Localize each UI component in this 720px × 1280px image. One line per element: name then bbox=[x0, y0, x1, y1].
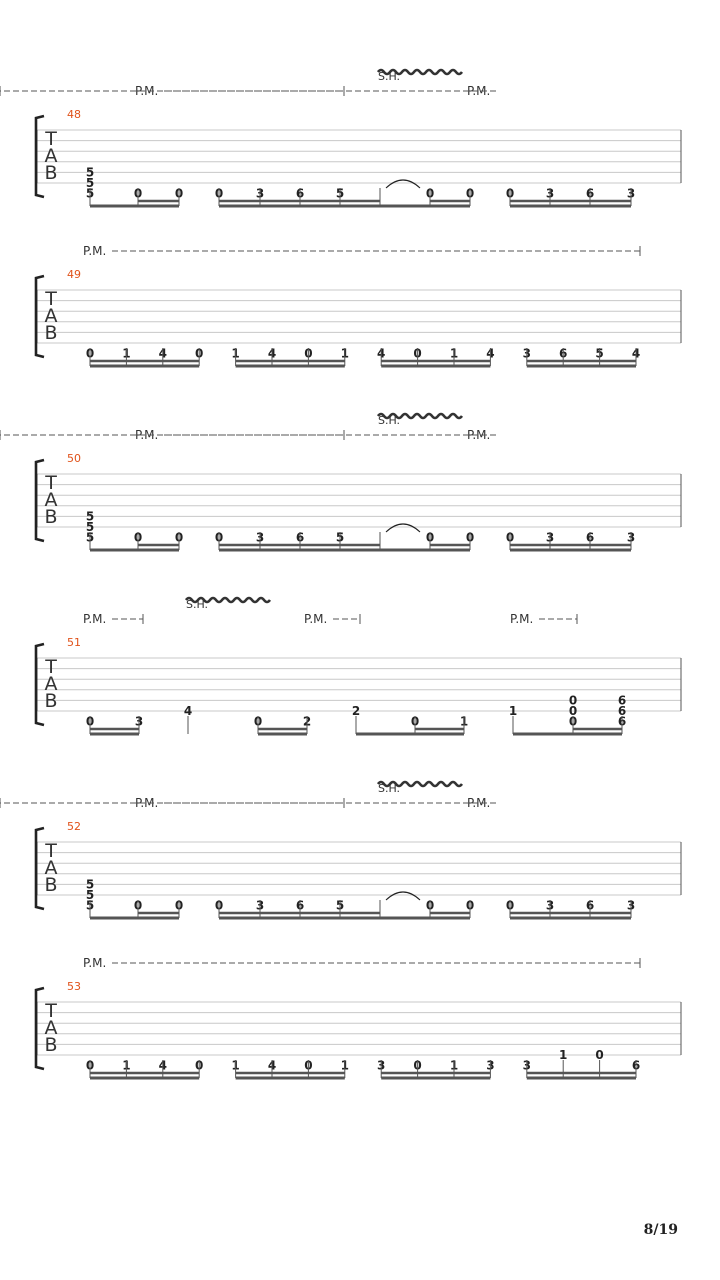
fret-number: 6 bbox=[585, 530, 595, 545]
fret-number: 5 bbox=[595, 346, 604, 361]
fret-number: 0 bbox=[214, 898, 224, 913]
fret-number: 4 bbox=[267, 1058, 277, 1073]
fret-number: 5 bbox=[85, 888, 95, 902]
fret-number: 1 bbox=[231, 346, 240, 361]
palm-mute-label: P.M. bbox=[467, 84, 491, 98]
fret-number: 0 bbox=[85, 346, 95, 361]
fret-number: 3 bbox=[545, 898, 555, 913]
tab-clef-b: B bbox=[44, 322, 58, 344]
fret-number: 3 bbox=[255, 898, 265, 913]
tab-clef-t: T bbox=[45, 840, 57, 862]
measure-number: 52 bbox=[67, 820, 81, 833]
fret-number: 5 bbox=[85, 898, 95, 913]
fret-number: 2 bbox=[351, 704, 361, 718]
fret-number: 0 bbox=[195, 346, 204, 361]
tab-clef-t: T bbox=[45, 288, 57, 310]
fret-number: 2 bbox=[302, 714, 312, 729]
tab-clef-b: B bbox=[44, 1034, 58, 1056]
fret-number: 0 bbox=[465, 530, 475, 545]
fret-number: 0 bbox=[85, 1058, 95, 1073]
fret-number: 0 bbox=[174, 186, 184, 201]
fret-number: 4 bbox=[486, 346, 495, 361]
fret-number: 6 bbox=[295, 898, 305, 913]
tab-clef-a: A bbox=[44, 145, 58, 167]
palm-mute-label: P.M. bbox=[83, 244, 107, 258]
fret-number: 0 bbox=[465, 186, 475, 201]
palm-mute-label: P.M. bbox=[467, 428, 491, 442]
fret-number: 1 bbox=[231, 1058, 240, 1073]
fret-number: 4 bbox=[183, 704, 193, 718]
measure-number: 49 bbox=[67, 268, 81, 281]
fret-number: 0 bbox=[174, 898, 184, 913]
tab-clef-a: A bbox=[44, 673, 58, 695]
fret-number: 4 bbox=[631, 346, 641, 361]
palm-mute-label: P.M. bbox=[135, 428, 159, 442]
fret-number: 0 bbox=[568, 693, 578, 708]
fret-number: 0 bbox=[505, 186, 515, 201]
fret-number: 5 bbox=[335, 186, 345, 201]
fret-number: 0 bbox=[214, 186, 224, 201]
fret-number: 0 bbox=[413, 1058, 422, 1073]
palm-mute-label: P.M. bbox=[83, 612, 107, 626]
fret-number: 4 bbox=[267, 346, 277, 361]
fret-number: 3 bbox=[522, 1058, 531, 1073]
fret-number: 3 bbox=[255, 530, 265, 545]
fret-number: 5 bbox=[85, 509, 95, 524]
fret-number: 5 bbox=[85, 530, 95, 545]
fret-number: 3 bbox=[626, 898, 636, 913]
fret-number: 0 bbox=[410, 714, 420, 729]
fret-number: 3 bbox=[377, 1058, 386, 1073]
palm-mute-label: P.M. bbox=[510, 612, 534, 626]
fret-number: 1 bbox=[508, 704, 518, 718]
fret-number: 1 bbox=[122, 346, 131, 361]
tab-system bbox=[0, 414, 681, 550]
tie-arc bbox=[386, 524, 420, 532]
system-bracket bbox=[36, 988, 44, 1069]
tab-clef-b: B bbox=[44, 162, 58, 184]
measure-number: 51 bbox=[67, 636, 81, 649]
fret-number: 6 bbox=[585, 186, 595, 201]
slide-harmonic-label: S.H. bbox=[378, 414, 401, 427]
tab-clef-a: A bbox=[44, 489, 58, 511]
fret-number: 0 bbox=[425, 898, 435, 913]
fret-number: 0 bbox=[85, 714, 95, 729]
fret-number: 4 bbox=[158, 346, 167, 361]
tie-arc bbox=[386, 180, 420, 188]
fret-number: 3 bbox=[626, 186, 636, 201]
fret-number: 3 bbox=[255, 186, 265, 201]
tab-clef-b: B bbox=[44, 690, 58, 712]
fret-number: 1 bbox=[449, 1058, 459, 1073]
fret-number: 4 bbox=[377, 346, 386, 361]
tab-clef-a: A bbox=[44, 305, 58, 327]
fret-number: 1 bbox=[449, 346, 459, 361]
fret-number: 5 bbox=[85, 520, 95, 534]
system-bracket bbox=[36, 460, 44, 541]
fret-number: 3 bbox=[626, 530, 636, 545]
fret-number: 5 bbox=[85, 186, 95, 201]
tab-clef-t: T bbox=[45, 472, 57, 494]
fret-number: 0 bbox=[505, 530, 515, 545]
fret-number: 0 bbox=[195, 1058, 204, 1073]
tab-system bbox=[0, 782, 681, 918]
fret-number: 1 bbox=[559, 1048, 568, 1062]
fret-number: 6 bbox=[585, 898, 595, 913]
slide-harmonic-label: S.H. bbox=[186, 598, 209, 611]
palm-mute-label: P.M. bbox=[304, 612, 328, 626]
fret-number: 6 bbox=[631, 1058, 641, 1073]
tab-clef-t: T bbox=[45, 128, 57, 150]
fret-number: 0 bbox=[253, 714, 263, 729]
tab-clef-t: T bbox=[45, 656, 57, 678]
fret-number: 1 bbox=[340, 346, 349, 361]
tab-clef-b: B bbox=[44, 506, 58, 528]
fret-number: 0 bbox=[133, 530, 143, 545]
system-bracket bbox=[36, 116, 44, 197]
measure-number: 50 bbox=[67, 452, 81, 465]
fret-number: 6 bbox=[617, 714, 627, 729]
page-number: 8/19 bbox=[643, 1222, 678, 1238]
fret-number: 0 bbox=[568, 714, 578, 729]
fret-number: 1 bbox=[459, 714, 469, 729]
fret-number: 4 bbox=[158, 1058, 167, 1073]
system-bracket bbox=[36, 828, 44, 909]
fret-number: 0 bbox=[133, 898, 143, 913]
fret-number: 0 bbox=[304, 346, 313, 361]
fret-number: 0 bbox=[425, 186, 435, 201]
fret-number: 1 bbox=[340, 1058, 349, 1073]
fret-number: 0 bbox=[568, 704, 578, 718]
palm-mute-label: P.M. bbox=[135, 796, 159, 810]
fret-number: 0 bbox=[505, 898, 515, 913]
measure-number: 53 bbox=[67, 980, 81, 993]
measure-number: 48 bbox=[67, 108, 81, 121]
fret-number: 0 bbox=[214, 530, 224, 545]
palm-mute-label: P.M. bbox=[83, 956, 107, 970]
tie-arc bbox=[386, 892, 420, 900]
slide-harmonic-label: S.H. bbox=[378, 782, 401, 795]
fret-number: 5 bbox=[85, 165, 95, 180]
fret-number: 0 bbox=[425, 530, 435, 545]
fret-number: 0 bbox=[595, 1048, 604, 1062]
tab-system bbox=[36, 244, 681, 366]
fret-number: 6 bbox=[295, 186, 305, 201]
fret-number: 6 bbox=[617, 704, 627, 718]
fret-number: 5 bbox=[85, 877, 95, 892]
tab-system bbox=[36, 598, 681, 734]
palm-mute-label: P.M. bbox=[467, 796, 491, 810]
fret-number: 3 bbox=[545, 530, 555, 545]
tab-clef-t: T bbox=[45, 1000, 57, 1022]
fret-number: 0 bbox=[413, 346, 422, 361]
system-bracket bbox=[36, 644, 44, 725]
fret-number: 0 bbox=[174, 530, 184, 545]
fret-number: 0 bbox=[304, 1058, 313, 1073]
tab-system bbox=[0, 70, 681, 206]
tab-clef-a: A bbox=[44, 857, 58, 879]
fret-number: 3 bbox=[522, 346, 531, 361]
fret-number: 6 bbox=[559, 346, 568, 361]
fret-number: 5 bbox=[85, 176, 95, 190]
fret-number: 1 bbox=[122, 1058, 131, 1073]
fret-number: 0 bbox=[133, 186, 143, 201]
tab-clef-b: B bbox=[44, 874, 58, 896]
fret-number: 3 bbox=[486, 1058, 495, 1073]
palm-mute-label: P.M. bbox=[135, 84, 159, 98]
slide-harmonic-label: S.H. bbox=[378, 70, 401, 83]
fret-number: 5 bbox=[335, 530, 345, 545]
fret-number: 0 bbox=[465, 898, 475, 913]
fret-number: 6 bbox=[295, 530, 305, 545]
system-bracket bbox=[36, 276, 44, 357]
fret-number: 5 bbox=[335, 898, 345, 913]
tab-clef-a: A bbox=[44, 1017, 58, 1039]
fret-number: 3 bbox=[545, 186, 555, 201]
tab-system bbox=[36, 956, 681, 1078]
fret-number: 3 bbox=[134, 714, 144, 729]
fret-number: 6 bbox=[617, 693, 627, 708]
